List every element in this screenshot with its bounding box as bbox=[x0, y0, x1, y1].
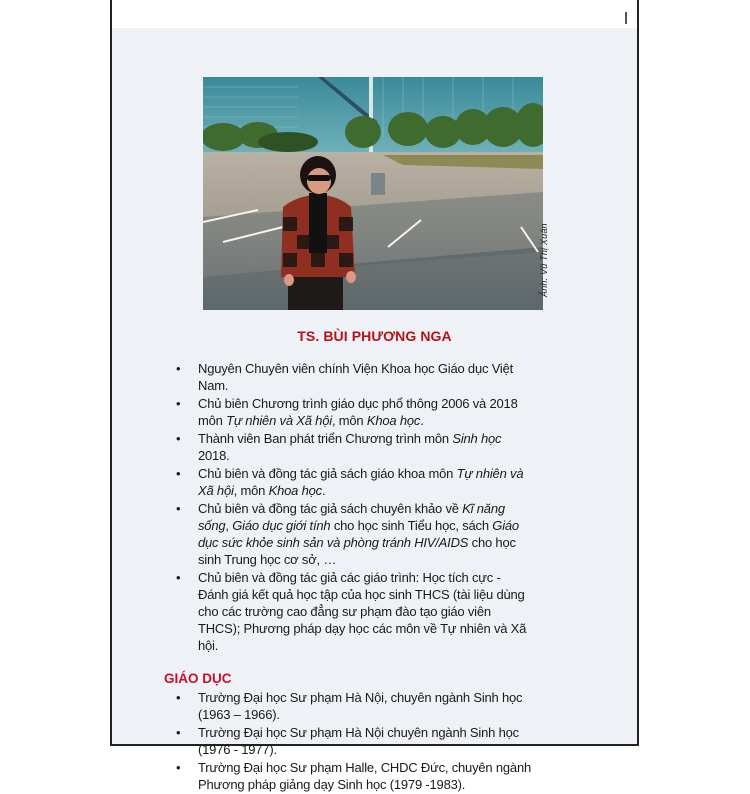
bio-item-text: Chủ biên Chương trình giáo dục phổ thông 2006 và 2018 môn bbox=[198, 396, 518, 428]
bullet-icon: • bbox=[176, 361, 181, 376]
bio-item-italic-text: Giáo dục giới tính bbox=[232, 518, 331, 533]
bullet-icon: • bbox=[176, 396, 181, 411]
education-list bbox=[172, 689, 534, 793]
bio-item-italic-text: Sinh học bbox=[452, 431, 502, 446]
bio-item-text: cho học sinh Tiểu học, sách bbox=[330, 518, 493, 533]
photo-credit: Ảnh: Vũ Thị Xuân bbox=[539, 223, 549, 297]
education-item bbox=[172, 689, 534, 723]
bio-item-text: 2018. bbox=[198, 448, 230, 463]
portrait-photo bbox=[203, 77, 543, 310]
page-top-band bbox=[112, 0, 637, 28]
book-page bbox=[110, 0, 639, 792]
content-column bbox=[164, 360, 534, 794]
profile-name: TS. BÙI PHƯƠNG NGA bbox=[297, 328, 452, 344]
bio-item-italic-text: Giáo dục sức khỏe sinh sản và phòng tránh HIV/AIDS bbox=[198, 518, 519, 550]
bullet-icon: • bbox=[176, 570, 181, 585]
bio-item-italic-text: Khoa học bbox=[366, 413, 421, 428]
bio-item-italic-text: Tự nhiên và Xã hội bbox=[226, 413, 332, 428]
bullet-icon: • bbox=[176, 725, 181, 740]
bio-item-text: Chủ biên và đồng tác giả sách giáo khoa môn bbox=[198, 466, 457, 481]
bio-item bbox=[172, 395, 534, 429]
education-heading: GIÁO DỤC bbox=[164, 671, 232, 686]
bio-item-italic-text: Kĩ năng sống bbox=[198, 501, 505, 533]
photo-illustration bbox=[203, 77, 543, 310]
bio-item-text: Chủ biên và đồng tác giả các giáo trình: Học tích cực - Đánh giá kết quả học tập của học sinh THCS (tài liệu dùng cho các trường cao đẳng sư phạm đào tạo giáo viên THCS); Phương pháp dạy học các môn về Tự nhiên và Xã hội. bbox=[198, 570, 527, 653]
education-item-text: Trường Đại học Sư phạm Halle, CHDC Đức, chuyên ngành Phương pháp giảng dạy Sinh học (1979 -1983). bbox=[198, 760, 532, 792]
bullet-icon: • bbox=[176, 431, 181, 446]
page-edge-mark bbox=[625, 12, 627, 24]
bio-item-text: Thành viên Ban phát triển Chương trình môn bbox=[198, 431, 453, 446]
bio-item-italic-text: Khoa học bbox=[268, 483, 322, 498]
education-item-text: Trường Đại học Sư phạm Hà Nội chuyên ngành Sinh học (1976 - 1977). bbox=[198, 725, 519, 757]
bio-item bbox=[172, 430, 534, 464]
bio-item-text: , bbox=[225, 518, 233, 533]
bio-item-italic-text: Tự nhiên và Xã hội bbox=[198, 466, 524, 498]
trash-bin bbox=[371, 173, 385, 195]
bio-item bbox=[172, 569, 534, 654]
bullet-icon: • bbox=[176, 501, 181, 516]
bio-item bbox=[172, 500, 534, 568]
education-item bbox=[172, 759, 534, 793]
bio-item-text: . bbox=[321, 483, 326, 498]
education-item-text: Trường Đại học Sư phạm Hà Nội, chuyên ngành Sinh học (1963 – 1966). bbox=[198, 690, 523, 722]
bio-item-text: Nguyên Chuyên viên chính Viện Khoa học Giáo dục Việt Nam. bbox=[198, 361, 514, 393]
bio-item-text: cho học sinh Trung học cơ sở, … bbox=[198, 535, 516, 567]
education-item bbox=[172, 724, 534, 758]
bio-item-text: Chủ biên và đồng tác giả sách chuyên khảo về bbox=[198, 501, 463, 516]
bullet-icon: • bbox=[176, 466, 181, 481]
bio-list bbox=[172, 360, 534, 654]
bullet-icon: • bbox=[176, 760, 181, 775]
bio-item bbox=[172, 360, 534, 394]
bio-item-text: , môn bbox=[331, 413, 367, 428]
bullet-icon: • bbox=[176, 690, 181, 705]
bio-item bbox=[172, 465, 534, 499]
bio-item-text: . bbox=[420, 413, 424, 428]
bio-item-text: , môn bbox=[233, 483, 269, 498]
